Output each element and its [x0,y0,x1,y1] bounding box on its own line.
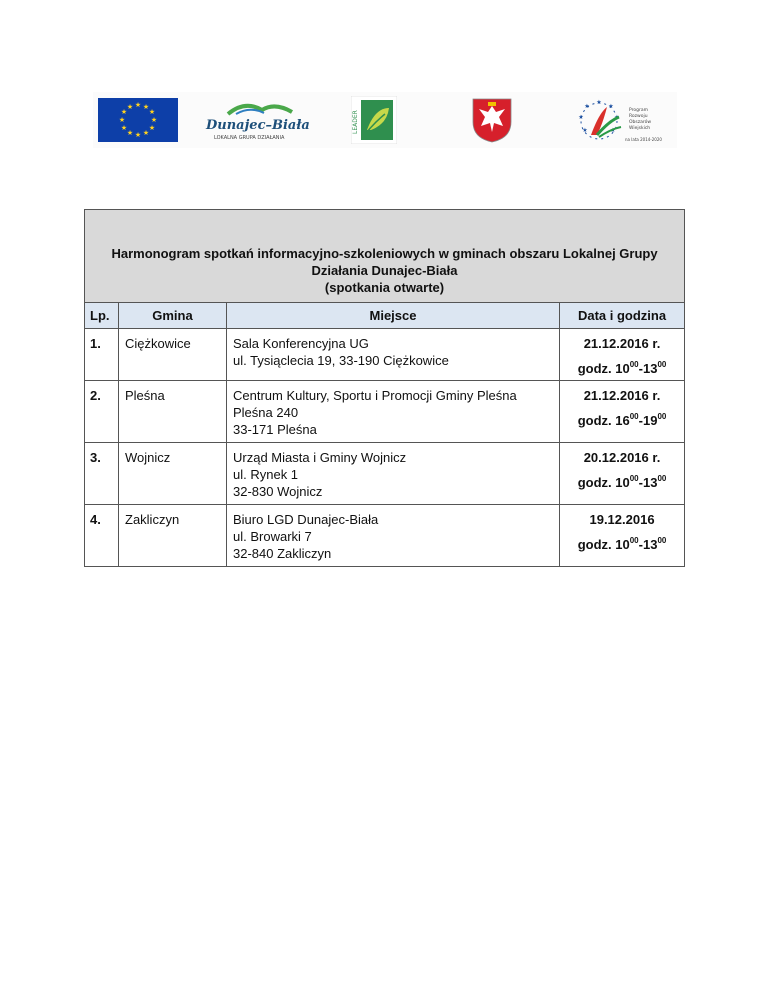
dunajec-biala-logo [200,98,322,142]
address-line: Urząd Miasta i Gminy Wojnicz [233,450,407,465]
svg-text:na lata 2014-2020: na lata 2014-2020 [625,137,662,142]
table-row [85,329,685,381]
address-line: Centrum Kultury, Sportu i Promocji Gminy Pleśna [233,388,517,403]
svg-text:★: ★ [584,103,590,110]
malopolska-coat-of-arms [469,96,515,144]
svg-text:★: ★ [120,124,128,132]
leader-logo [351,96,397,144]
table-row [85,381,685,443]
row-date: 20.12.2016 r. [583,450,661,465]
svg-text:Dunajec–Biała: Dunajec–Biała [206,118,310,133]
header-miejsce: Miejsce [227,303,560,329]
svg-text:★: ★ [608,103,614,110]
address-line: ul. Browarki 7 [233,529,312,544]
row-date: 21.12.2016 r. [583,388,661,403]
row-gmina: Pleśna [119,381,227,443]
header-data: Data i godzina [560,303,685,329]
svg-text:Obszarów: Obszarów [629,120,652,125]
prow-logo [573,95,677,147]
address-line: ul. Tysiąclecia 19, 33-190 Ciężkowice [233,353,449,368]
svg-text:★: ★ [614,114,620,121]
row-number: 4. [85,505,119,567]
row-date-time [560,443,685,505]
row-date: 19.12.2016 [589,512,655,527]
svg-text:★: ★ [610,127,616,134]
schedule-table [84,209,685,567]
svg-text:LOKALNA GRUPA DZIAŁANIA: LOKALNA GRUPA DZIAŁANIA [214,135,285,141]
address-line: 32-840 Zakliczyn [233,546,332,561]
address-line: 33-171 Pleśna [233,422,317,437]
svg-text:Rozwoju: Rozwoju [629,114,648,119]
svg-text:★: ★ [148,108,156,116]
address-line: Pleśna 240 [233,405,299,420]
row-miejsce [227,505,560,567]
svg-text:★: ★ [582,127,588,134]
row-date: 21.12.2016 r. [583,336,661,351]
address-line: Sala Konferencyjna UG [233,336,369,351]
svg-text:★: ★ [142,103,150,111]
row-date-time [560,381,685,443]
svg-text:★: ★ [148,124,156,132]
address-line: 32-830 Wojnicz [233,484,323,499]
table-title [85,210,685,303]
title-line-1: Harmonogram spotkań informacyjno-szkoleniowych w gminach obszaru Lokalnej Grupy [111,246,658,261]
svg-text:★: ★ [596,99,602,106]
row-hours: godz. $16^{00}-19^{00}$ [577,412,667,428]
row-miejsce [227,443,560,505]
svg-text:LEADER: LEADER [352,110,359,134]
row-gmina: Wojnicz [119,443,227,505]
svg-text:★: ★ [126,103,134,111]
row-number: 3. [85,443,119,505]
svg-text:★: ★ [578,114,584,121]
row-date-time [560,329,685,381]
row-hours: godz. $10^{00}-13^{00}$ [577,360,667,376]
svg-text:Wiejskich: Wiejskich [629,126,651,131]
svg-text:★: ★ [134,101,142,109]
row-gmina: Zakliczyn [119,505,227,567]
svg-text:★: ★ [142,129,150,137]
header-lp: Lp. [85,303,119,329]
table-header-row [85,303,685,329]
svg-text:★: ★ [126,129,134,137]
row-gmina: Ciężkowice [119,329,227,381]
logo-strip [93,92,677,148]
title-line-2: Działania Dunajec-Biała [311,263,458,278]
row-miejsce [227,381,560,443]
row-date-time [560,505,685,567]
address-line: Biuro LGD Dunajec-Biała [233,512,379,527]
row-number: 2. [85,381,119,443]
row-number: 1. [85,329,119,381]
header-gmina: Gmina [119,303,227,329]
svg-text:★: ★ [120,108,128,116]
svg-text:★: ★ [118,116,126,124]
table-row [85,443,685,505]
svg-text:★: ★ [150,116,158,124]
table-row [85,505,685,567]
row-miejsce [227,329,560,381]
title-line-3: (spotkania otwarte) [324,280,445,295]
eu-flag-logo [98,98,178,142]
row-hours: godz. $10^{00}-13^{00}$ [577,474,667,490]
svg-text:★: ★ [134,131,142,139]
svg-text:Program: Program [629,108,648,113]
row-hours: godz. $10^{00}-13^{00}$ [577,536,667,552]
address-line: ul. Rynek 1 [233,467,299,482]
